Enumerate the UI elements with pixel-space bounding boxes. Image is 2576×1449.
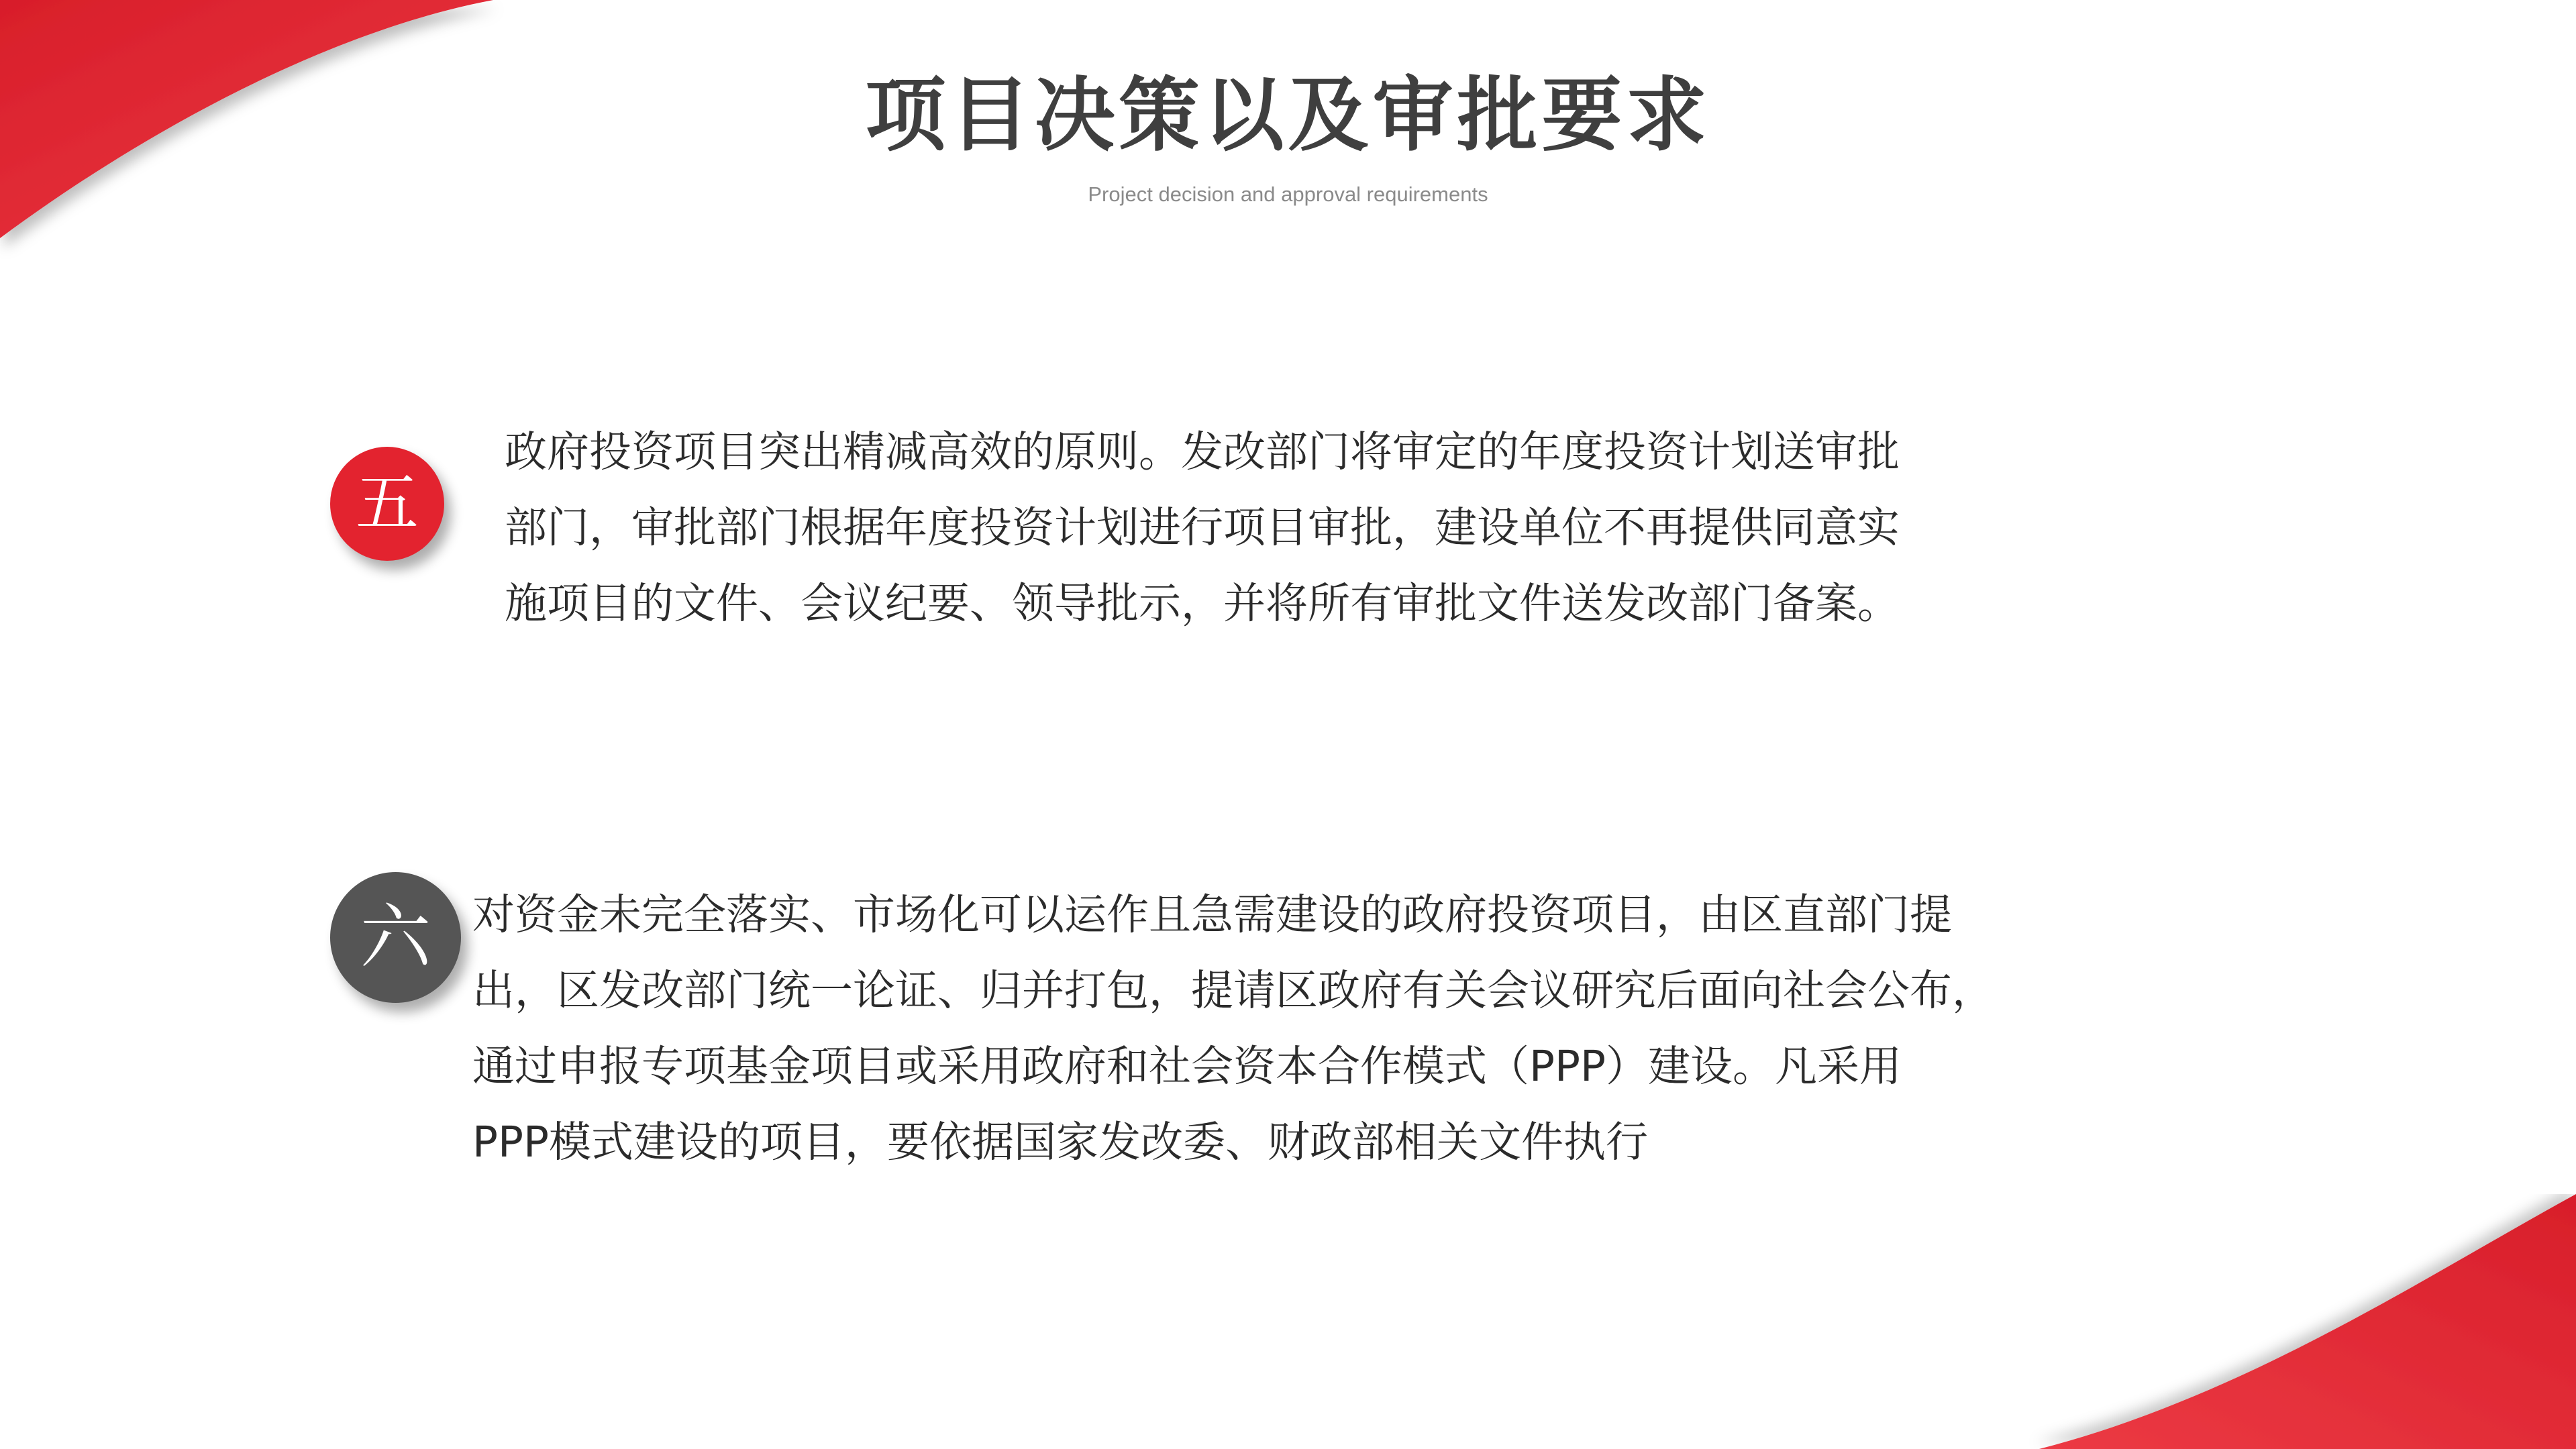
section-five-line: 施项目的文件、会议纪要、领导批示，并将所有审批文件送发改部门备案。 bbox=[505, 579, 1900, 628]
page-title: 项目决策以及审批要求 bbox=[865, 69, 1711, 162]
page-subtitle: Project decision and approval requirements bbox=[1088, 182, 1488, 206]
section-six-text bbox=[472, 877, 2230, 1180]
section-six-line: 通过申报专项基金项目或采用政府和社会资本合作模式（PPP）建设。凡采用 bbox=[472, 1042, 1902, 1091]
section-five-line: 政府投资项目突出精减高效的原则。发改部门将审定的年度投资计划送审批 bbox=[505, 427, 1900, 476]
section-six-line: PPP模式建设的项目，要依据国家发改委、财政部相关文件执行 bbox=[472, 1118, 1648, 1167]
bottom-right-red-swoosh bbox=[2026, 1194, 2576, 1449]
section-five-badge: 五 bbox=[330, 447, 444, 561]
section-five-text bbox=[505, 414, 2128, 641]
section-five-line: 部门，审批部门根据年度投资计划进行项目审批，建设单位不再提供同意实 bbox=[505, 503, 1900, 552]
section-six-line: 对资金未完全落实、市场化可以运作且急需建设的政府投资项目，由区直部门提 bbox=[472, 890, 1952, 939]
section-six-badge: 六 bbox=[330, 872, 461, 1003]
section-six-line: 出，区发改部门统一论证、归并打包，提请区政府有关会议研究后面向社会公布， bbox=[472, 966, 1994, 1015]
